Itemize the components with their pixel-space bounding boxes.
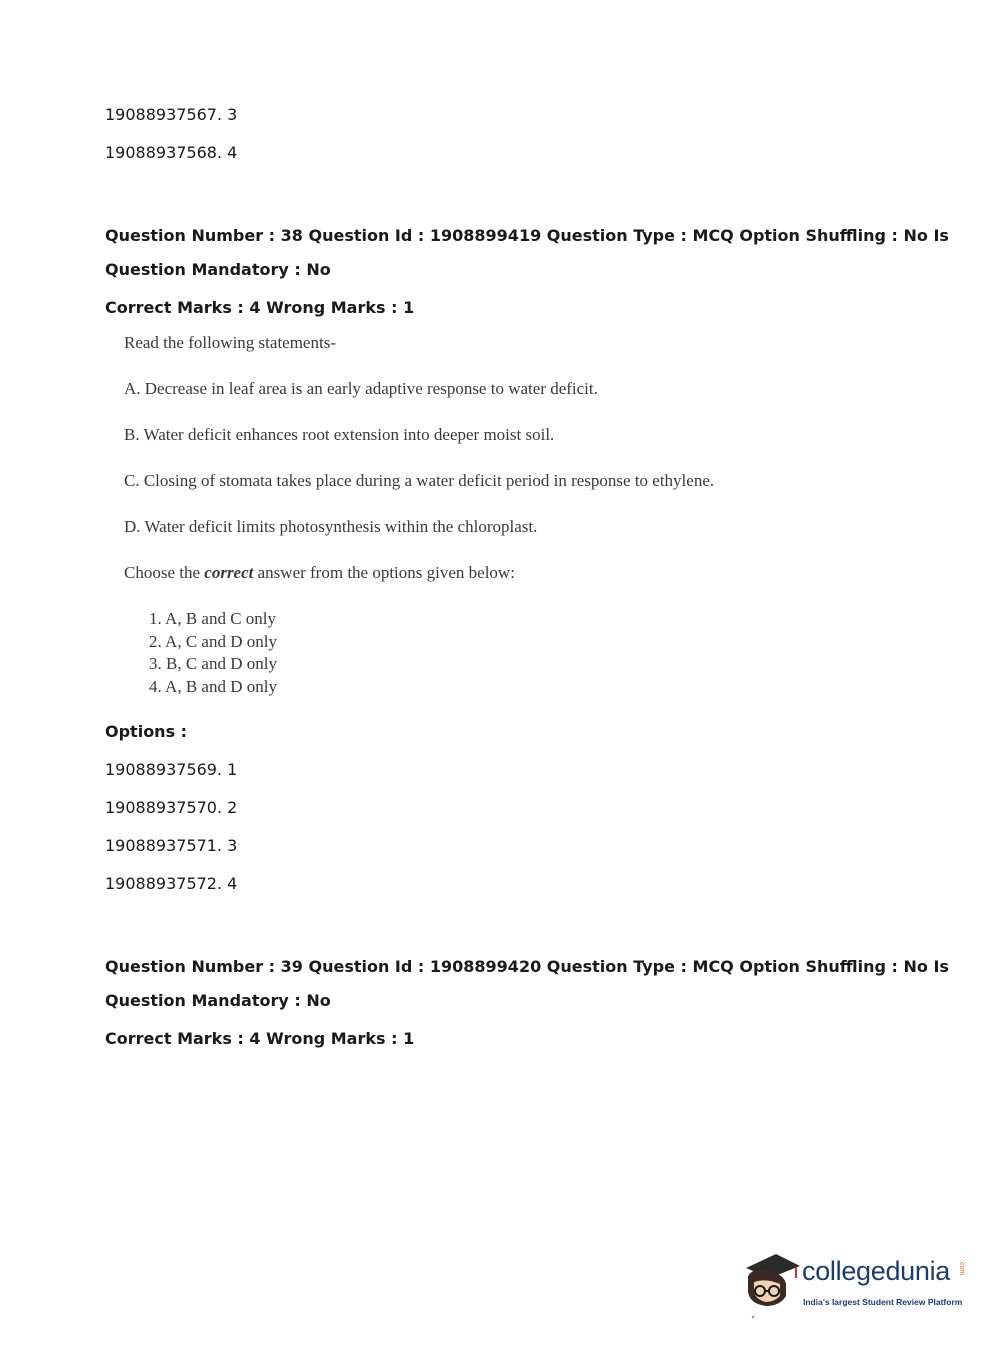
q38-choice-4: 4. A, B and D only bbox=[149, 677, 277, 696]
logo-wordmark: collegedunia bbox=[802, 1256, 951, 1286]
prev-option-3: 19088937567. 3 bbox=[105, 105, 238, 124]
q38-statement-d: D. Water deficit limits photosynthesis within the chloroplast. bbox=[124, 517, 538, 536]
logo-domain-suffix: .com bbox=[958, 1260, 965, 1276]
q38-option-4: 19088937572. 4 bbox=[105, 874, 238, 893]
q38-header-line2: Question Mandatory : No bbox=[105, 260, 331, 279]
q38-options-label: Options : bbox=[105, 722, 188, 741]
q38-statement-c: C. Closing of stomata takes place during a water deficit period in response to ethylene. bbox=[124, 471, 715, 490]
q38-choose-instruction: Choose the correct answer from the options given below: bbox=[124, 563, 515, 582]
q38-choice-1: 1. A, B and C only bbox=[149, 609, 277, 628]
student-mascot-icon bbox=[740, 1248, 802, 1320]
q39-header-line2: Question Mandatory : No bbox=[105, 991, 331, 1010]
q38-option-2: 19088937570. 2 bbox=[105, 798, 238, 817]
q39-header-line1: Question Number : 39 Question Id : 1908899420 Question Type : MCQ Option Shuffling : No Is bbox=[105, 957, 949, 976]
prev-option-4: 19088937568. 4 bbox=[105, 143, 238, 162]
q38-header-line1: Question Number : 38 Question Id : 1908899419 Question Type : MCQ Option Shuffling : No Is bbox=[105, 226, 949, 245]
q38-option-3: 19088937571. 3 bbox=[105, 836, 238, 855]
q38-choice-3: 3. B, C and D only bbox=[149, 654, 277, 673]
q38-statement-b: B. Water deficit enhances root extension into deeper moist soil. bbox=[124, 425, 555, 444]
logo-tagline: India's largest Student Review Platform bbox=[803, 1297, 963, 1307]
q38-choice-2: 2. A, C and D only bbox=[149, 632, 277, 651]
collegedunia-logo bbox=[740, 1248, 970, 1320]
q39-marks: Correct Marks : 4 Wrong Marks : 1 bbox=[105, 1029, 415, 1048]
q38-marks: Correct Marks : 4 Wrong Marks : 1 bbox=[105, 298, 415, 317]
q38-option-1: 19088937569. 1 bbox=[105, 760, 238, 779]
q38-statement-a: A. Decrease in leaf area is an early adaptive response to water deficit. bbox=[124, 379, 598, 398]
q38-stem: Read the following statements- bbox=[124, 333, 336, 352]
